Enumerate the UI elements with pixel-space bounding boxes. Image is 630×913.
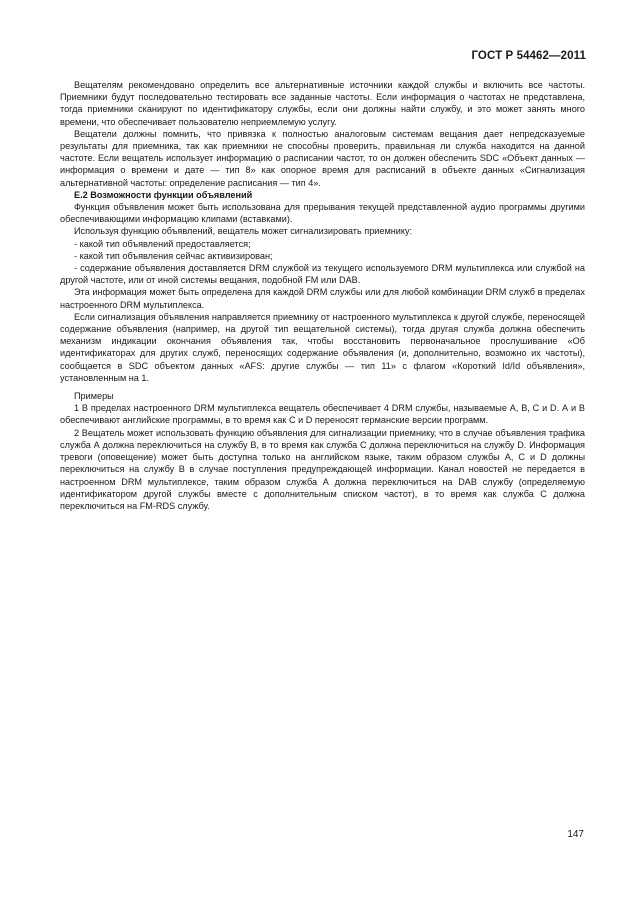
page-number: 147: [567, 829, 584, 840]
paragraph: Вещатели должны помнить, что привязка к полностью аналоговым системам вещания дает непредсказуемые результаты для приемника, так как приемники не способны проверить, правильная ли служба находится на данной частоте. Если вещатель использует информацию о расписании частот, то он должен обеспечить SDC «Объект данных — информация о времени и дате — тип 8» как опорное время для расписаний в объекте данных «Сигнализация альтернативной частоты: определение расписания — тип 4».: [60, 128, 585, 188]
paragraph: Эта информация может быть определена для каждой DRM службы или для любой комбинации DRM служб в пределах настроенного DRM мультиплекса.: [60, 287, 585, 310]
body-text: [60, 79, 585, 512]
list-item: - содержание объявления доставляется DRM службой из текущего используемого DRM мультиплекса или службой на другой частоте, или от иной системы вещания, подобной FM или DAB.: [60, 263, 585, 286]
list-item: - какой тип объявлений предоставляется;: [74, 238, 251, 249]
paragraph: Если сигнализация объявления направляется приемнику от настроенного мультиплекса к другой службе, переносящей содержание объявления (например, на другой тип вещательной системы), тогда другая служба должна обеспечить механизм индикации окончания объявления так, чтобы восстановить первоначальное прослушивание «Об идентификаторах для других служб, переносящих содержание объявления (и, дополнительно, возможно их частоты), сообщается в SDC объектом данных «AFS: другие службы — тип 11» с флагом «Короткий Id/Id объявления», установленным на 1.: [60, 311, 585, 383]
example-paragraph: 2 Вещатель может использовать функцию объявления для сигнализации приемнику, что в случае объявления трафика служба А должна переключиться на службу В, в то время как служба С должна переключиться на службу D. Информация тревоги (оповещение) может быть доступна только на английском языке, таким образом службы А, С и D должны переключиться на службу В в случае поступления предупреждающей информации. Канал новостей не передается в настроенном DRM мультиплексе, таким образом служба А должна переключиться на DAB службу (определяемую идентификатором другой службы вместе с дополнительным списком частот), в то время как служба С должна переключиться на FM-RDS службу.: [60, 427, 585, 511]
paragraph: Вещателям рекомендовано определить все альтернативные источники каждой службы и включить все частоты. Приемники будут последовательно тестировать все заданные частоты. Если информация о частотах не представлена, тогда приемники сканируют по идентификатору службы, если они должны найти службу, и это может занять много времени, что обеспечивает пользователю неприемлемую услугу.: [60, 80, 585, 127]
example-paragraph: 1 В пределах настроенного DRM мультиплекса вещатель обеспечивает 4 DRM службы, называемые А, В, С и D. А и В обеспечивают английские программы, в то время как С и D переносят германские версии программ.: [60, 403, 585, 426]
paragraph: Используя функцию объявлений, вещатель может сигнализировать приемнику:: [74, 226, 413, 237]
section-heading: E.2 Возможности функции объявлений: [74, 189, 253, 200]
paragraph: Функция объявления может быть использована для прерывания текущей представленной аудио программы другими обеспечивающими информацию клипами (вставками).: [60, 202, 585, 225]
list-item: - какой тип объявления сейчас активизирован;: [74, 250, 273, 261]
document-standard-id: ГОСТ Р 54462—2011: [471, 50, 586, 62]
examples-title: Примеры: [74, 391, 114, 402]
